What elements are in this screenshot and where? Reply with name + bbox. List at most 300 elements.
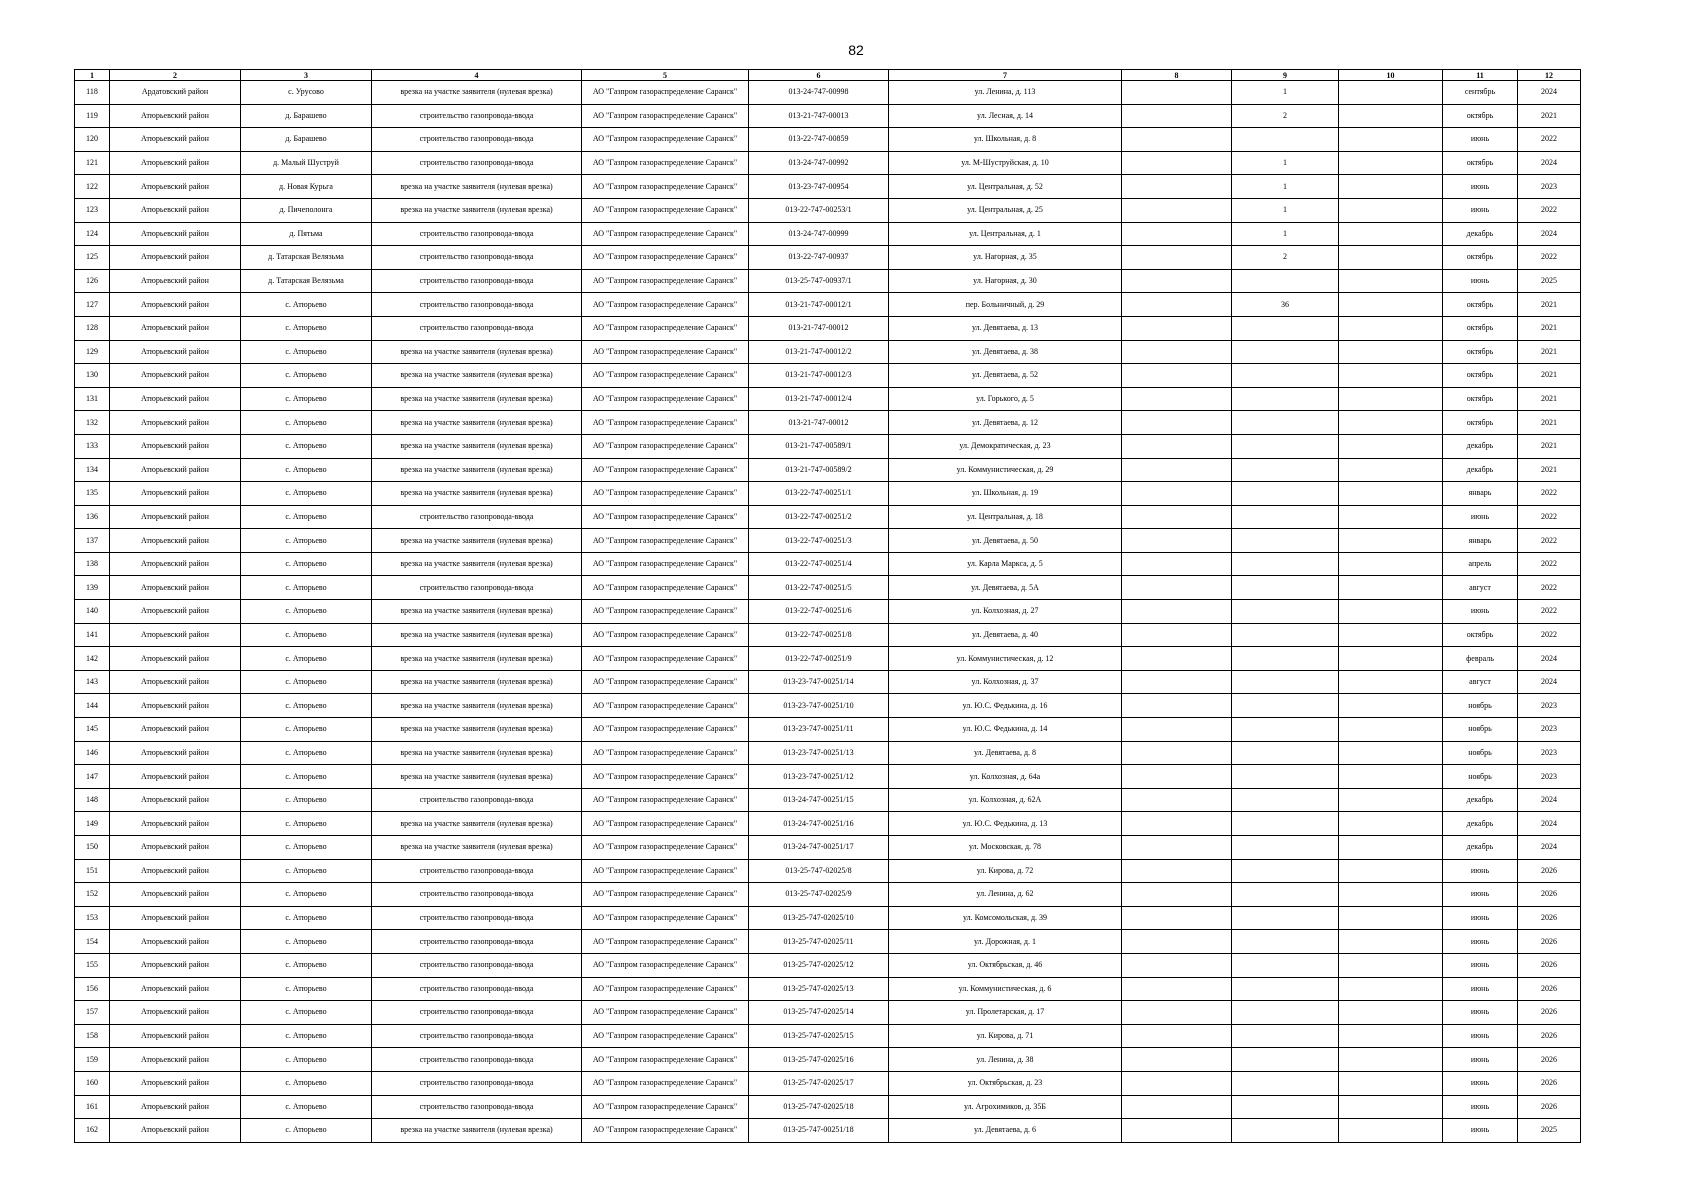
cell-col-10 xyxy=(1339,812,1443,836)
cell-col-10 xyxy=(1339,1024,1443,1048)
cell-contract-number: 013-23-747-00251/13 xyxy=(749,741,889,765)
cell-contract-number: 013-21-747-00012/1 xyxy=(749,293,889,317)
cell-count xyxy=(1232,694,1339,718)
registry-table xyxy=(74,69,1581,1143)
cell-organization: АО "Газпром газораспределение Саранск" xyxy=(582,1119,749,1143)
column-header-2: 2 xyxy=(110,70,241,81)
cell-settlement: с. Атюрьево xyxy=(241,1024,372,1048)
cell-district: Атюрьевский район xyxy=(110,741,241,765)
cell-col-10 xyxy=(1339,316,1443,340)
cell-row-number: 159 xyxy=(75,1048,110,1072)
cell-month: сентябрь xyxy=(1443,81,1518,105)
cell-contract-number: 013-21-747-00012 xyxy=(749,411,889,435)
cell-col-8 xyxy=(1122,151,1232,175)
cell-row-number: 125 xyxy=(75,246,110,270)
cell-month: октябрь xyxy=(1443,364,1518,388)
cell-col-8 xyxy=(1122,741,1232,765)
cell-row-number: 162 xyxy=(75,1119,110,1143)
table-row xyxy=(75,1048,1581,1072)
table-row xyxy=(75,387,1581,411)
cell-month: июнь xyxy=(1443,198,1518,222)
cell-row-number: 136 xyxy=(75,505,110,529)
cell-row-number: 150 xyxy=(75,836,110,860)
cell-address: ул. Центральная, д. 52 xyxy=(889,175,1122,199)
cell-col-10 xyxy=(1339,198,1443,222)
table-row xyxy=(75,151,1581,175)
cell-settlement: с. Атюрьево xyxy=(241,482,372,506)
cell-settlement: д. Пятьма xyxy=(241,222,372,246)
cell-settlement: с. Атюрьево xyxy=(241,906,372,930)
cell-count xyxy=(1232,1024,1339,1048)
cell-year: 2024 xyxy=(1518,222,1581,246)
cell-work-type: строительство газопровода-ввода xyxy=(372,505,582,529)
cell-settlement: с. Атюрьево xyxy=(241,340,372,364)
table-row xyxy=(75,269,1581,293)
cell-col-10 xyxy=(1339,505,1443,529)
cell-col-8 xyxy=(1122,883,1232,907)
cell-year: 2021 xyxy=(1518,434,1581,458)
cell-count: 1 xyxy=(1232,198,1339,222)
cell-row-number: 122 xyxy=(75,175,110,199)
cell-row-number: 143 xyxy=(75,670,110,694)
cell-address: ул. Колхозная, д. 64а xyxy=(889,765,1122,789)
cell-row-number: 138 xyxy=(75,552,110,576)
cell-contract-number: 013-25-747-02025/10 xyxy=(749,906,889,930)
cell-address: ул. Ленина, д. 113 xyxy=(889,81,1122,105)
cell-organization: АО "Газпром газораспределение Саранск" xyxy=(582,1095,749,1119)
cell-year: 2025 xyxy=(1518,1119,1581,1143)
cell-month: январь xyxy=(1443,529,1518,553)
cell-col-10 xyxy=(1339,1119,1443,1143)
cell-year: 2025 xyxy=(1518,269,1581,293)
cell-col-8 xyxy=(1122,812,1232,836)
cell-count xyxy=(1232,1119,1339,1143)
cell-organization: АО "Газпром газораспределение Саранск" xyxy=(582,269,749,293)
cell-year: 2021 xyxy=(1518,387,1581,411)
cell-count xyxy=(1232,718,1339,742)
cell-year: 2026 xyxy=(1518,859,1581,883)
cell-contract-number: 013-22-747-00251/8 xyxy=(749,623,889,647)
cell-col-10 xyxy=(1339,836,1443,860)
cell-col-8 xyxy=(1122,552,1232,576)
cell-work-type: врезка на участке заявителя (нулевая врезка) xyxy=(372,458,582,482)
cell-work-type: строительство газопровода-ввода xyxy=(372,1048,582,1072)
cell-count xyxy=(1232,505,1339,529)
cell-row-number: 151 xyxy=(75,859,110,883)
cell-count xyxy=(1232,930,1339,954)
cell-month: август xyxy=(1443,576,1518,600)
cell-col-8 xyxy=(1122,953,1232,977)
cell-count xyxy=(1232,600,1339,624)
cell-row-number: 128 xyxy=(75,316,110,340)
cell-col-10 xyxy=(1339,647,1443,671)
cell-col-10 xyxy=(1339,246,1443,270)
cell-count xyxy=(1232,859,1339,883)
table-row xyxy=(75,364,1581,388)
cell-row-number: 131 xyxy=(75,387,110,411)
cell-organization: АО "Газпром газораспределение Саранск" xyxy=(582,788,749,812)
cell-row-number: 130 xyxy=(75,364,110,388)
cell-year: 2026 xyxy=(1518,977,1581,1001)
cell-count xyxy=(1232,977,1339,1001)
cell-work-type: врезка на участке заявителя (нулевая врезка) xyxy=(372,623,582,647)
cell-settlement: с. Атюрьево xyxy=(241,600,372,624)
cell-col-10 xyxy=(1339,552,1443,576)
cell-contract-number: 013-25-747-02025/17 xyxy=(749,1071,889,1095)
cell-settlement: с. Атюрьево xyxy=(241,741,372,765)
cell-district: Атюрьевский район xyxy=(110,859,241,883)
cell-work-type: строительство газопровода-ввода xyxy=(372,1095,582,1119)
table-row xyxy=(75,883,1581,907)
cell-district: Атюрьевский район xyxy=(110,529,241,553)
cell-work-type: врезка на участке заявителя (нулевая врезка) xyxy=(372,198,582,222)
cell-settlement: с. Атюрьево xyxy=(241,883,372,907)
cell-row-number: 124 xyxy=(75,222,110,246)
cell-col-8 xyxy=(1122,175,1232,199)
cell-work-type: врезка на участке заявителя (нулевая врезка) xyxy=(372,482,582,506)
column-header-5: 5 xyxy=(582,70,749,81)
cell-year: 2021 xyxy=(1518,364,1581,388)
cell-col-8 xyxy=(1122,788,1232,812)
cell-col-10 xyxy=(1339,741,1443,765)
cell-row-number: 118 xyxy=(75,81,110,105)
cell-count xyxy=(1232,552,1339,576)
cell-settlement: с. Атюрьево xyxy=(241,434,372,458)
cell-settlement: с. Атюрьево xyxy=(241,387,372,411)
cell-settlement: д. Пичеполонга xyxy=(241,198,372,222)
cell-col-10 xyxy=(1339,670,1443,694)
cell-col-10 xyxy=(1339,81,1443,105)
cell-col-8 xyxy=(1122,387,1232,411)
cell-contract-number: 013-25-747-02025/16 xyxy=(749,1048,889,1072)
cell-contract-number: 013-23-747-00251/10 xyxy=(749,694,889,718)
cell-work-type: строительство газопровода-ввода xyxy=(372,316,582,340)
cell-address: ул. Девятаева, д. 5А xyxy=(889,576,1122,600)
table-row xyxy=(75,434,1581,458)
table-row xyxy=(75,600,1581,624)
cell-count xyxy=(1232,411,1339,435)
cell-address: ул. Октябрьская, д. 23 xyxy=(889,1071,1122,1095)
cell-year: 2024 xyxy=(1518,151,1581,175)
cell-address: ул. Коммунистическая, д. 12 xyxy=(889,647,1122,671)
cell-settlement: с. Атюрьево xyxy=(241,529,372,553)
cell-contract-number: 013-24-747-00992 xyxy=(749,151,889,175)
cell-col-8 xyxy=(1122,104,1232,128)
cell-count xyxy=(1232,1048,1339,1072)
cell-organization: АО "Газпром газораспределение Саранск" xyxy=(582,434,749,458)
cell-address: ул. Колхозная, д. 37 xyxy=(889,670,1122,694)
cell-work-type: врезка на участке заявителя (нулевая врезка) xyxy=(372,529,582,553)
cell-count: 1 xyxy=(1232,81,1339,105)
cell-col-8 xyxy=(1122,1071,1232,1095)
cell-row-number: 144 xyxy=(75,694,110,718)
cell-address: ул. Ленина, д. 38 xyxy=(889,1048,1122,1072)
cell-month: октябрь xyxy=(1443,293,1518,317)
cell-organization: АО "Газпром газораспределение Саранск" xyxy=(582,387,749,411)
cell-col-8 xyxy=(1122,1048,1232,1072)
cell-row-number: 119 xyxy=(75,104,110,128)
cell-work-type: строительство газопровода-ввода xyxy=(372,930,582,954)
cell-work-type: строительство газопровода-ввода xyxy=(372,953,582,977)
cell-year: 2024 xyxy=(1518,670,1581,694)
cell-district: Атюрьевский район xyxy=(110,836,241,860)
cell-work-type: врезка на участке заявителя (нулевая врезка) xyxy=(372,340,582,364)
cell-work-type: строительство газопровода-ввода xyxy=(372,977,582,1001)
cell-col-8 xyxy=(1122,836,1232,860)
cell-col-8 xyxy=(1122,906,1232,930)
cell-address: ул. Лесная, д. 14 xyxy=(889,104,1122,128)
table-row xyxy=(75,576,1581,600)
cell-year: 2021 xyxy=(1518,411,1581,435)
cell-contract-number: 013-25-747-02025/11 xyxy=(749,930,889,954)
cell-year: 2023 xyxy=(1518,175,1581,199)
cell-contract-number: 013-22-747-00253/1 xyxy=(749,198,889,222)
cell-settlement: д. Барашево xyxy=(241,104,372,128)
cell-address: ул. Дорожная, д. 1 xyxy=(889,930,1122,954)
cell-address: ул. Агрохимиков, д. 35Б xyxy=(889,1095,1122,1119)
cell-col-10 xyxy=(1339,859,1443,883)
cell-address: ул. Октябрьская, д. 46 xyxy=(889,953,1122,977)
table-row xyxy=(75,482,1581,506)
cell-organization: АО "Газпром газораспределение Саранск" xyxy=(582,1071,749,1095)
cell-settlement: д. Барашево xyxy=(241,128,372,152)
cell-work-type: строительство газопровода-ввода xyxy=(372,859,582,883)
cell-address: ул. Девятаева, д. 38 xyxy=(889,340,1122,364)
cell-col-8 xyxy=(1122,293,1232,317)
cell-row-number: 134 xyxy=(75,458,110,482)
cell-address: ул. Девятаева, д. 13 xyxy=(889,316,1122,340)
column-header-4: 4 xyxy=(372,70,582,81)
cell-settlement: с. Атюрьево xyxy=(241,859,372,883)
cell-col-8 xyxy=(1122,434,1232,458)
cell-address: ул. Пролетарская, д. 17 xyxy=(889,1001,1122,1025)
cell-count xyxy=(1232,623,1339,647)
cell-year: 2026 xyxy=(1518,906,1581,930)
cell-row-number: 155 xyxy=(75,953,110,977)
cell-district: Атюрьевский район xyxy=(110,387,241,411)
cell-month: декабрь xyxy=(1443,222,1518,246)
cell-address: ул. Колхозная, д. 27 xyxy=(889,600,1122,624)
cell-district: Атюрьевский район xyxy=(110,694,241,718)
cell-row-number: 123 xyxy=(75,198,110,222)
cell-count xyxy=(1232,364,1339,388)
cell-row-number: 154 xyxy=(75,930,110,954)
cell-settlement: с. Атюрьево xyxy=(241,930,372,954)
cell-settlement: с. Атюрьево xyxy=(241,1001,372,1025)
cell-contract-number: 013-24-747-00251/15 xyxy=(749,788,889,812)
cell-district: Атюрьевский район xyxy=(110,246,241,270)
table-row xyxy=(75,246,1581,270)
cell-organization: АО "Газпром газораспределение Саранск" xyxy=(582,411,749,435)
cell-organization: АО "Газпром газораспределение Саранск" xyxy=(582,529,749,553)
cell-work-type: строительство газопровода-ввода xyxy=(372,269,582,293)
cell-col-10 xyxy=(1339,1071,1443,1095)
cell-month: октябрь xyxy=(1443,623,1518,647)
cell-contract-number: 013-25-747-02025/18 xyxy=(749,1095,889,1119)
cell-organization: АО "Газпром газораспределение Саранск" xyxy=(582,505,749,529)
cell-col-10 xyxy=(1339,1048,1443,1072)
cell-district: Атюрьевский район xyxy=(110,906,241,930)
cell-col-10 xyxy=(1339,482,1443,506)
cell-work-type: врезка на участке заявителя (нулевая врезка) xyxy=(372,647,582,671)
cell-organization: АО "Газпром газораспределение Саранск" xyxy=(582,1001,749,1025)
cell-col-8 xyxy=(1122,269,1232,293)
page-number: 82 xyxy=(848,42,864,58)
cell-month: апрель xyxy=(1443,552,1518,576)
cell-settlement: с. Атюрьево xyxy=(241,552,372,576)
cell-district: Атюрьевский район xyxy=(110,269,241,293)
cell-contract-number: 013-21-747-00012/4 xyxy=(749,387,889,411)
cell-col-10 xyxy=(1339,222,1443,246)
cell-year: 2026 xyxy=(1518,1095,1581,1119)
table-row xyxy=(75,647,1581,671)
cell-organization: АО "Газпром газораспределение Саранск" xyxy=(582,128,749,152)
cell-row-number: 121 xyxy=(75,151,110,175)
cell-month: октябрь xyxy=(1443,387,1518,411)
cell-col-10 xyxy=(1339,293,1443,317)
cell-settlement: с. Атюрьево xyxy=(241,1095,372,1119)
table-row xyxy=(75,765,1581,789)
cell-organization: АО "Газпром газораспределение Саранск" xyxy=(582,718,749,742)
cell-count xyxy=(1232,836,1339,860)
cell-count: 2 xyxy=(1232,104,1339,128)
cell-col-10 xyxy=(1339,434,1443,458)
cell-month: октябрь xyxy=(1443,151,1518,175)
cell-year: 2023 xyxy=(1518,765,1581,789)
cell-organization: АО "Газпром газораспределение Саранск" xyxy=(582,246,749,270)
cell-settlement: с. Атюрьево xyxy=(241,977,372,1001)
cell-row-number: 132 xyxy=(75,411,110,435)
cell-row-number: 152 xyxy=(75,883,110,907)
cell-col-8 xyxy=(1122,694,1232,718)
cell-settlement: д. Новая Курьга xyxy=(241,175,372,199)
cell-address: ул. Центральная, д. 1 xyxy=(889,222,1122,246)
table-row xyxy=(75,906,1581,930)
cell-year: 2022 xyxy=(1518,552,1581,576)
cell-contract-number: 013-21-747-00589/2 xyxy=(749,458,889,482)
cell-work-type: врезка на участке заявителя (нулевая врезка) xyxy=(372,175,582,199)
cell-district: Атюрьевский район xyxy=(110,482,241,506)
cell-address: ул. Московская, д. 78 xyxy=(889,836,1122,860)
cell-count: 1 xyxy=(1232,222,1339,246)
cell-district: Атюрьевский район xyxy=(110,434,241,458)
table-row xyxy=(75,198,1581,222)
cell-count xyxy=(1232,340,1339,364)
cell-contract-number: 013-22-747-00937 xyxy=(749,246,889,270)
cell-organization: АО "Газпром газораспределение Саранск" xyxy=(582,600,749,624)
cell-month: июнь xyxy=(1443,505,1518,529)
cell-month: июнь xyxy=(1443,269,1518,293)
cell-address: ул. Коммунистическая, д. 6 xyxy=(889,977,1122,1001)
cell-work-type: врезка на участке заявителя (нулевая врезка) xyxy=(372,434,582,458)
cell-organization: АО "Газпром газораспределение Саранск" xyxy=(582,741,749,765)
cell-district: Атюрьевский район xyxy=(110,1024,241,1048)
cell-address: ул. Центральная, д. 18 xyxy=(889,505,1122,529)
cell-count xyxy=(1232,529,1339,553)
cell-col-10 xyxy=(1339,458,1443,482)
cell-district: Атюрьевский район xyxy=(110,930,241,954)
cell-month: июнь xyxy=(1443,1119,1518,1143)
cell-col-8 xyxy=(1122,623,1232,647)
cell-col-8 xyxy=(1122,198,1232,222)
cell-year: 2024 xyxy=(1518,812,1581,836)
cell-col-8 xyxy=(1122,222,1232,246)
cell-contract-number: 013-21-747-00012/2 xyxy=(749,340,889,364)
cell-year: 2022 xyxy=(1518,505,1581,529)
cell-col-8 xyxy=(1122,977,1232,1001)
cell-work-type: врезка на участке заявителя (нулевая врезка) xyxy=(372,741,582,765)
cell-organization: АО "Газпром газораспределение Саранск" xyxy=(582,198,749,222)
cell-district: Атюрьевский район xyxy=(110,1071,241,1095)
cell-month: июнь xyxy=(1443,859,1518,883)
cell-contract-number: 013-22-747-00251/6 xyxy=(749,600,889,624)
cell-address: ул. Девятаева, д. 8 xyxy=(889,741,1122,765)
cell-row-number: 120 xyxy=(75,128,110,152)
cell-month: декабрь xyxy=(1443,788,1518,812)
column-number-header-row xyxy=(75,70,1581,81)
cell-organization: АО "Газпром газораспределение Саранск" xyxy=(582,1048,749,1072)
cell-col-10 xyxy=(1339,1095,1443,1119)
cell-organization: АО "Газпром газораспределение Саранск" xyxy=(582,81,749,105)
cell-col-8 xyxy=(1122,1095,1232,1119)
cell-col-10 xyxy=(1339,1001,1443,1025)
cell-col-10 xyxy=(1339,600,1443,624)
cell-organization: АО "Газпром газораспределение Саранск" xyxy=(582,623,749,647)
cell-col-10 xyxy=(1339,529,1443,553)
cell-year: 2026 xyxy=(1518,1048,1581,1072)
cell-count xyxy=(1232,765,1339,789)
cell-contract-number: 013-25-747-00937/1 xyxy=(749,269,889,293)
cell-month: июнь xyxy=(1443,1001,1518,1025)
cell-address: ул. Карла Маркса, д. 5 xyxy=(889,552,1122,576)
cell-col-10 xyxy=(1339,411,1443,435)
cell-district: Атюрьевский район xyxy=(110,128,241,152)
table-row xyxy=(75,623,1581,647)
cell-count xyxy=(1232,434,1339,458)
cell-contract-number: 013-25-747-02025/14 xyxy=(749,1001,889,1025)
cell-col-10 xyxy=(1339,364,1443,388)
table-row xyxy=(75,552,1581,576)
cell-year: 2021 xyxy=(1518,293,1581,317)
cell-settlement: с. Атюрьево xyxy=(241,694,372,718)
cell-month: февраль xyxy=(1443,647,1518,671)
cell-district: Ардатовский район xyxy=(110,81,241,105)
cell-work-type: врезка на участке заявителя (нулевая врезка) xyxy=(372,836,582,860)
cell-col-10 xyxy=(1339,930,1443,954)
cell-district: Атюрьевский район xyxy=(110,1095,241,1119)
cell-month: декабрь xyxy=(1443,836,1518,860)
cell-year: 2024 xyxy=(1518,81,1581,105)
cell-work-type: врезка на участке заявителя (нулевая врезка) xyxy=(372,670,582,694)
cell-month: июнь xyxy=(1443,1095,1518,1119)
cell-organization: АО "Газпром газораспределение Саранск" xyxy=(582,552,749,576)
cell-address: ул. Центральная, д. 25 xyxy=(889,198,1122,222)
cell-col-10 xyxy=(1339,765,1443,789)
cell-district: Атюрьевский район xyxy=(110,718,241,742)
column-header-3: 3 xyxy=(241,70,372,81)
cell-district: Атюрьевский район xyxy=(110,293,241,317)
cell-row-number: 147 xyxy=(75,765,110,789)
cell-contract-number: 013-24-747-00251/16 xyxy=(749,812,889,836)
cell-address: ул. Ю.С. Федькина, д. 13 xyxy=(889,812,1122,836)
cell-month: декабрь xyxy=(1443,434,1518,458)
column-header-8: 8 xyxy=(1122,70,1232,81)
cell-address: ул. Нагорная, д. 35 xyxy=(889,246,1122,270)
cell-work-type: строительство газопровода-ввода xyxy=(372,246,582,270)
cell-month: июнь xyxy=(1443,883,1518,907)
table-body xyxy=(75,81,1581,1143)
cell-year: 2026 xyxy=(1518,1024,1581,1048)
